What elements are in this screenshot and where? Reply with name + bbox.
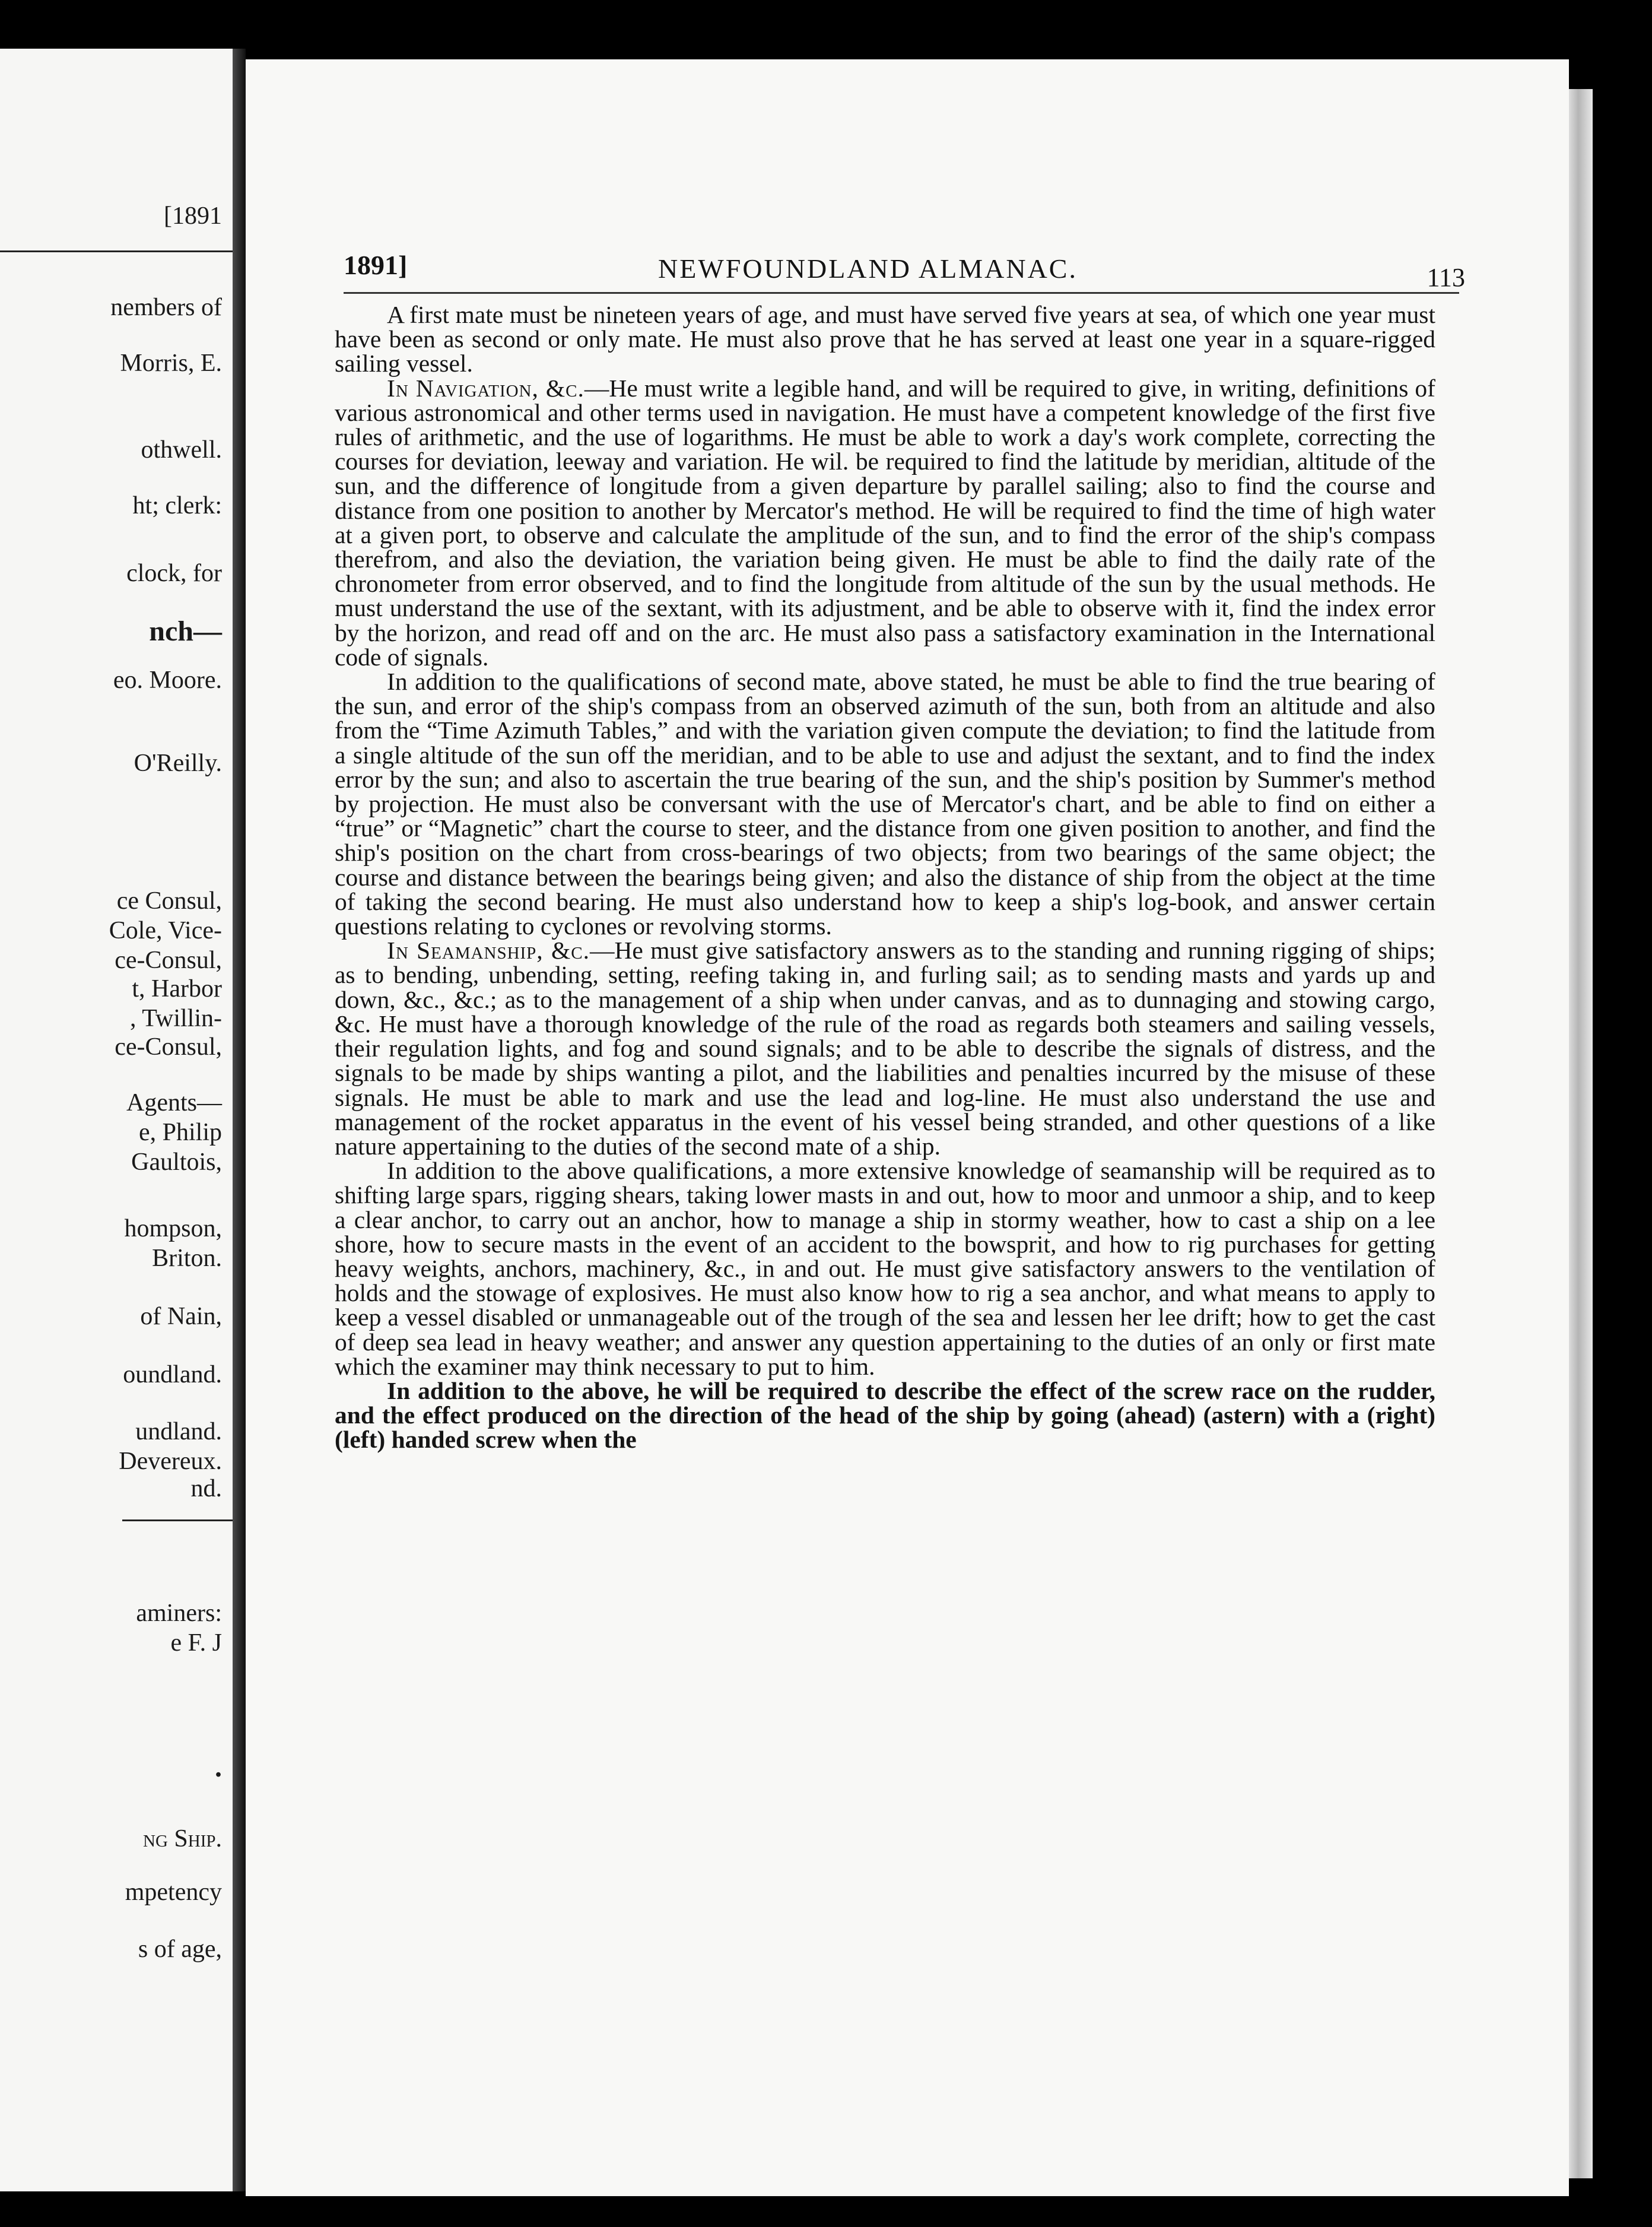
paragraph-first-mate-requirements <box>335 303 1435 376</box>
paragraph-text: —He must write a legible hand, and will be required to give, in writing, definitions of various astronomical and other terms used in navigation. He must have a competent knowledge of the first five rules of arithmetic, and the use of logarithms. He must be able to work a day's work complete, correcting the courses for deviation, leeway and variation. He wil. be required to find the latitude by meridian, altitude of the sun, and the difference of longitude from a given departure by parallel sailing; also to find the course and distance from one position to another by Mercator's method. He will be required to find the time of high water at a given port, to observe and calculate the amplitude of the sun, and to find the error of the ship's compass therefrom, and also the deviation, the variation being given. He must be able to find the daily rate of the chronometer from error observed, and to find the longitude from altitude of the sun by the usual methods. He must understand the use of the sextant, with its adjustment, and be able to observe with it, find the index error by the horizon, and read off and on the arc. He must also pass a satisfactory examination in the International code of signals. <box>335 374 1435 671</box>
header-title: NEWFOUNDLAND ALMANAC. <box>658 253 1078 284</box>
left-fragment: e F. J <box>170 1629 222 1657</box>
paragraph-seamanship <box>335 938 1435 1159</box>
left-fragment: s of age, <box>138 1936 222 1963</box>
paragraph-text: In addition to the above, he will be required to describe the effect of the screw race on the rudder, and the effect produced on the direction of the head of the ship by going (ahead) (astern) with a (right) (left) handed screw when the <box>335 1376 1435 1454</box>
left-fragment: ce-Consul, <box>115 1033 222 1061</box>
paragraph-text: —He must give satisfactory answers as to the standing and running rigging of ships; as to bending, unbending, setting, reefing taking in, and furling sail; as to sending masts and yards up and down, &c., &c.; as to the management of a ship when under canvas, and as to dunnaging and stowing cargo, &c. He must have a thorough knowledge of the rule of the road as regards both steamers and sailing vessels, their regulation lights, and fog and sound signals; and to be able to describe the signals of distress, and the signals to be made by ships wanting a pilot, and the liabilities and penalties incurred by the misuse of these signals. He must be able to mark and use the lead and log-line. He must also understand the use and management of the rocket apparatus in the event of his vessel being stranded, and other questions of a like nature appertaining to the duties of the second mate of a ship. <box>335 937 1436 1160</box>
running-header <box>344 249 1465 297</box>
left-fragment: nembers of <box>110 294 222 321</box>
left-fragment: Gaultois, <box>131 1149 222 1176</box>
left-fragment: Cole, Vice- <box>109 917 222 944</box>
left-fragment: Briton. <box>152 1245 222 1272</box>
left-fragment: [1891 <box>164 202 222 230</box>
left-fragment: mpetency <box>125 1879 222 1906</box>
section-lead-seamanship: In Seamanship, &c. <box>387 937 590 965</box>
left-fragment: of Nain, <box>140 1303 222 1330</box>
left-fragment: nch— <box>149 616 222 647</box>
paragraph-screw-race <box>335 1376 1435 1454</box>
paragraph-navigation <box>335 376 1435 670</box>
book-gutter <box>233 49 246 2191</box>
left-fragment: Devereux. <box>119 1448 222 1475</box>
header-rule <box>344 292 1459 294</box>
left-fragment: oundland. <box>123 1361 222 1388</box>
paragraph-text: In addition to the qualifications of second mate, above stated, he must be able to find the true bearing of the sun, and error of the ship's compass from an observed azimuth of the sun, both from an altitude and also from the “Time Azimuth Tables,” and with the variation given compute the deviation; to find the latitude from a single altitude of the sun off the meridian, and to be able to use and adjust the sextant, and to find the index error by the sun; and also to ascertain the true bearing of the sun, and the ship's position by Summer's method by projection. He must also be conversant with the use of Mercator's chart, and be able to find on either a “true” or “Magnetic” chart the course to steer, and the distance from one given position to another, and find the ship's position on the chart from cross-bearings of two objects; from two bearings of the same object; the course and distance between the bearings being given; and also the distance of ship from the object at the time of taking the second bearing. He must also understand how to keep a ship's log-book, and answer certain questions relating to cyclones or revolving storms. <box>335 668 1435 940</box>
left-fragment: othwell. <box>141 436 222 464</box>
almanac-page <box>246 59 1569 2196</box>
left-fragment: . <box>215 1752 222 1783</box>
left-fragment: nd. <box>190 1475 222 1502</box>
left-fragment: t, Harbor <box>132 975 222 1003</box>
body-text <box>335 303 1435 1452</box>
left-fragment: ng Ship. <box>143 1825 222 1852</box>
left-fragment: clock, for <box>126 560 222 587</box>
paragraph-text: A first mate must be nineteen years of age, and must have served five years at sea, of which one year must have been as second or only mate. He must also prove that he has served at least one year in a square-rigged sailing vessel. <box>335 301 1435 377</box>
left-fragment: , Twillin- <box>130 1005 222 1032</box>
left-fragment: Agents— <box>126 1089 222 1116</box>
previous-page-fragment <box>0 49 233 2191</box>
page-stack-edge <box>1569 89 1593 2178</box>
paragraph-additional-navigation <box>335 670 1435 938</box>
header-year: 1891] <box>344 250 408 280</box>
left-fragment: ce Consul, <box>116 887 222 915</box>
page-number: 113 <box>1427 263 1465 292</box>
left-fragment: e, Philip <box>138 1119 222 1146</box>
left-header-rule <box>0 250 233 252</box>
left-fragment: ce-Consul, <box>115 947 222 974</box>
left-fragment: Morris, E. <box>120 350 222 377</box>
left-fragment: O'Reilly. <box>134 750 222 777</box>
paragraph-additional-seamanship <box>335 1159 1435 1379</box>
left-fragment: hompson, <box>124 1215 222 1242</box>
left-fragment: ht; clerk: <box>132 492 222 519</box>
paragraph-text: In addition to the above qualifications, a more extensive knowledge of seamanship will be required as to shifting large spars, rigging shears, taking lower masts in and out, how to moor and unmoor a ship, and to keep a clear anchor, to carry out an anchor, how to manage a ship in stormy weather, how to cast a ship on a lee shore, how to secure masts in the event of an accident to the bowsprit, and how to rig purchases for getting heavy weights, anchors, machinery, &c., in and out. He must give satisfactory answers to the ventilation of holds and the stowage of explosives. He must also know how to rig a sea anchor, and what means to apply to keep a vessel disabled or unmanageable out of the trough of the sea and lessen her lee drift; how to get the cast of deep sea lead in heavy weather; and answer any question appertaining to the duties of an only or first mate which the examiner may think necessary to put to him. <box>335 1157 1435 1380</box>
section-lead-navigation: In Navigation, &c. <box>387 374 584 402</box>
left-fragment: aminers: <box>136 1600 222 1627</box>
left-section-rule <box>122 1519 233 1521</box>
left-fragment: eo. Moore. <box>113 667 222 694</box>
left-fragment: undland. <box>135 1418 222 1445</box>
